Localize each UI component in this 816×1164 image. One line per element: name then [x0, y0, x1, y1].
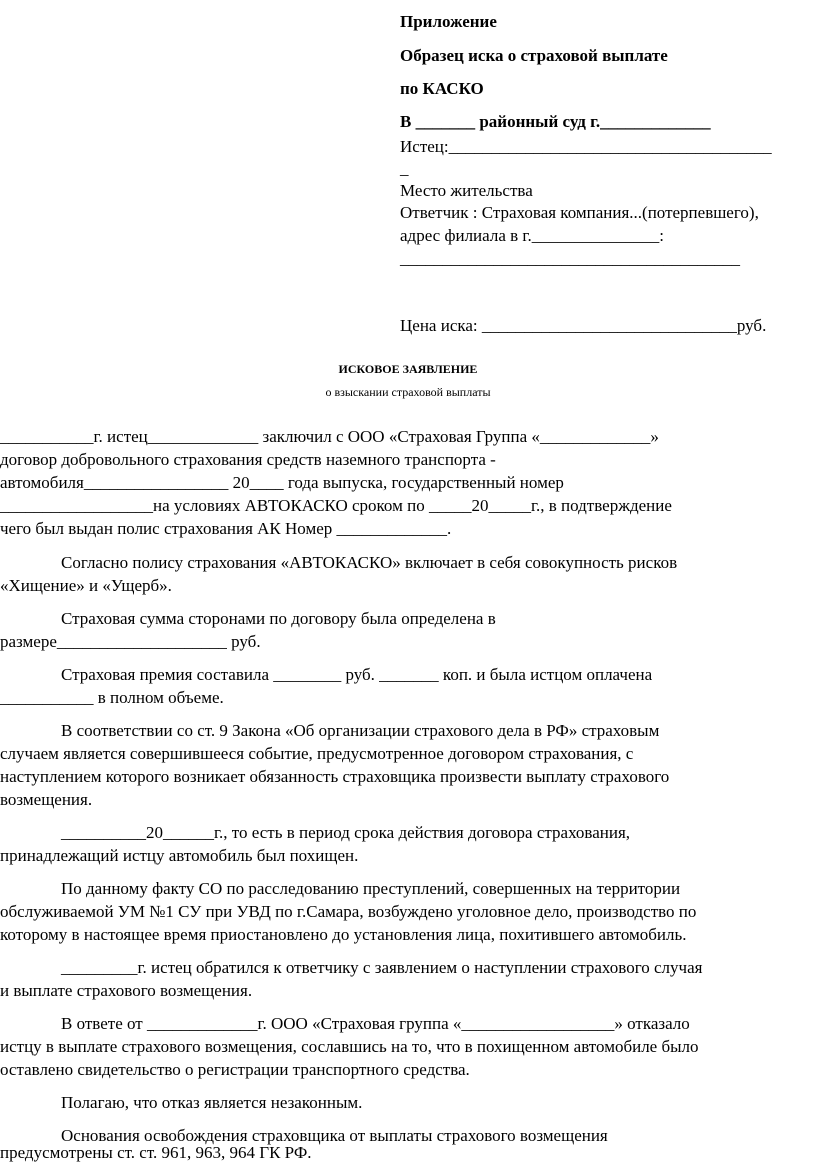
residence-line: Место жительства	[400, 181, 533, 200]
text-line: которому в настоящее время приостановлено до установления лица, похитившего автомобиль.	[0, 925, 687, 944]
text-line: Полагаю, что отказ является незаконным.	[61, 1093, 363, 1112]
text-line: договор добровольного страхования средств наземного транспорта -	[0, 450, 496, 469]
text-line: случаем является совершившееся событие, предусмотренное договором страхования, с	[0, 744, 634, 763]
text-line: принадлежащий истцу автомобиль был похищен.	[0, 846, 359, 865]
branch-address-line: адрес филиала в г._______________:	[400, 226, 664, 245]
text-line: По данному факту СО по расследованию преступлений, совершенных на территории	[61, 879, 681, 898]
text-line: наступлением которого возникает обязанность страховщика произвести выплату страхового	[0, 767, 670, 786]
appendix-label: Приложение	[400, 12, 497, 31]
claim-price-line: Цена иска: ______________________________руб.	[400, 316, 767, 335]
document-title: ИСКОВОЕ ЗАЯВЛЕНИЕ	[338, 362, 478, 376]
text-line: __________20______г., то есть в период срока действия договора страхования,	[61, 823, 631, 842]
sample-subtitle: по КАСКО	[400, 79, 484, 98]
text-line: оставлено свидетельство о регистрации транспортного средства.	[0, 1060, 470, 1079]
text-line: Страховая сумма сторонами по договору была определена в	[61, 609, 496, 628]
text-line: автомобиля_________________ 20____ года выпуска, государственный номер	[0, 473, 564, 492]
text-line: В соответствии со ст. 9 Закона «Об организации страхового дела в РФ» страховым	[61, 721, 660, 740]
document-subtitle: о взыскании страховой выплаты	[325, 385, 491, 399]
court-line: В _______ районный суд г._____________	[400, 112, 711, 131]
sample-title: Образец иска о страховой выплате	[400, 46, 668, 65]
text-line: размере____________________ руб.	[0, 632, 261, 651]
text-line: «Хищение» и «Ущерб».	[0, 576, 172, 595]
defendant-line: Ответчик : Страховая компания...(потерпевшего),	[400, 203, 759, 222]
plaintiff-line: Истец:______________________________________	[400, 137, 772, 156]
text-line: и выплате страхового возмещения.	[0, 981, 253, 1000]
text-line: ___________г. истец_____________ заключил с ООО «Страховая Группа «_____________»	[0, 427, 659, 446]
text-line: ___________ в полном объеме.	[0, 688, 224, 707]
text-line: истцу в выплате страхового возмещения, сославшись на то, что в похищенном автомобиле было	[0, 1037, 699, 1056]
text-line: _________г. истец обратился к ответчику с заявлением о наступлении страхового случая	[61, 958, 703, 977]
text-line: предусмотрены ст. ст. 961, 963, 964 ГК РФ.	[0, 1143, 312, 1162]
text-line: __________________на условиях АВТОКАСКО сроком по _____20_____г., в подтверждение	[0, 496, 672, 515]
text-line: В ответе от _____________г. ООО «Страховая группа «__________________» отказало	[61, 1014, 690, 1033]
plaintiff-continuation: _	[400, 159, 409, 178]
text-line: возмещения.	[0, 790, 93, 809]
text-line: Согласно полису страхования «АВТОКАСКО» включает в себя совокупность рисков	[61, 553, 678, 572]
blank-line: ________________________________________	[400, 249, 740, 268]
text-line: чего был выдан полис страхования АК Номер _____________.	[0, 519, 452, 538]
text-line: Страховая премия составила ________ руб. _______ коп. и была истцом оплачена	[61, 665, 653, 684]
text-line: Основания освобождения страховщика от выплаты страхового возмещения	[61, 1126, 608, 1145]
text-line: обслуживаемой УМ №1 СУ при УВД по г.Самара, возбуждено уголовное дело, производство по	[0, 902, 697, 921]
